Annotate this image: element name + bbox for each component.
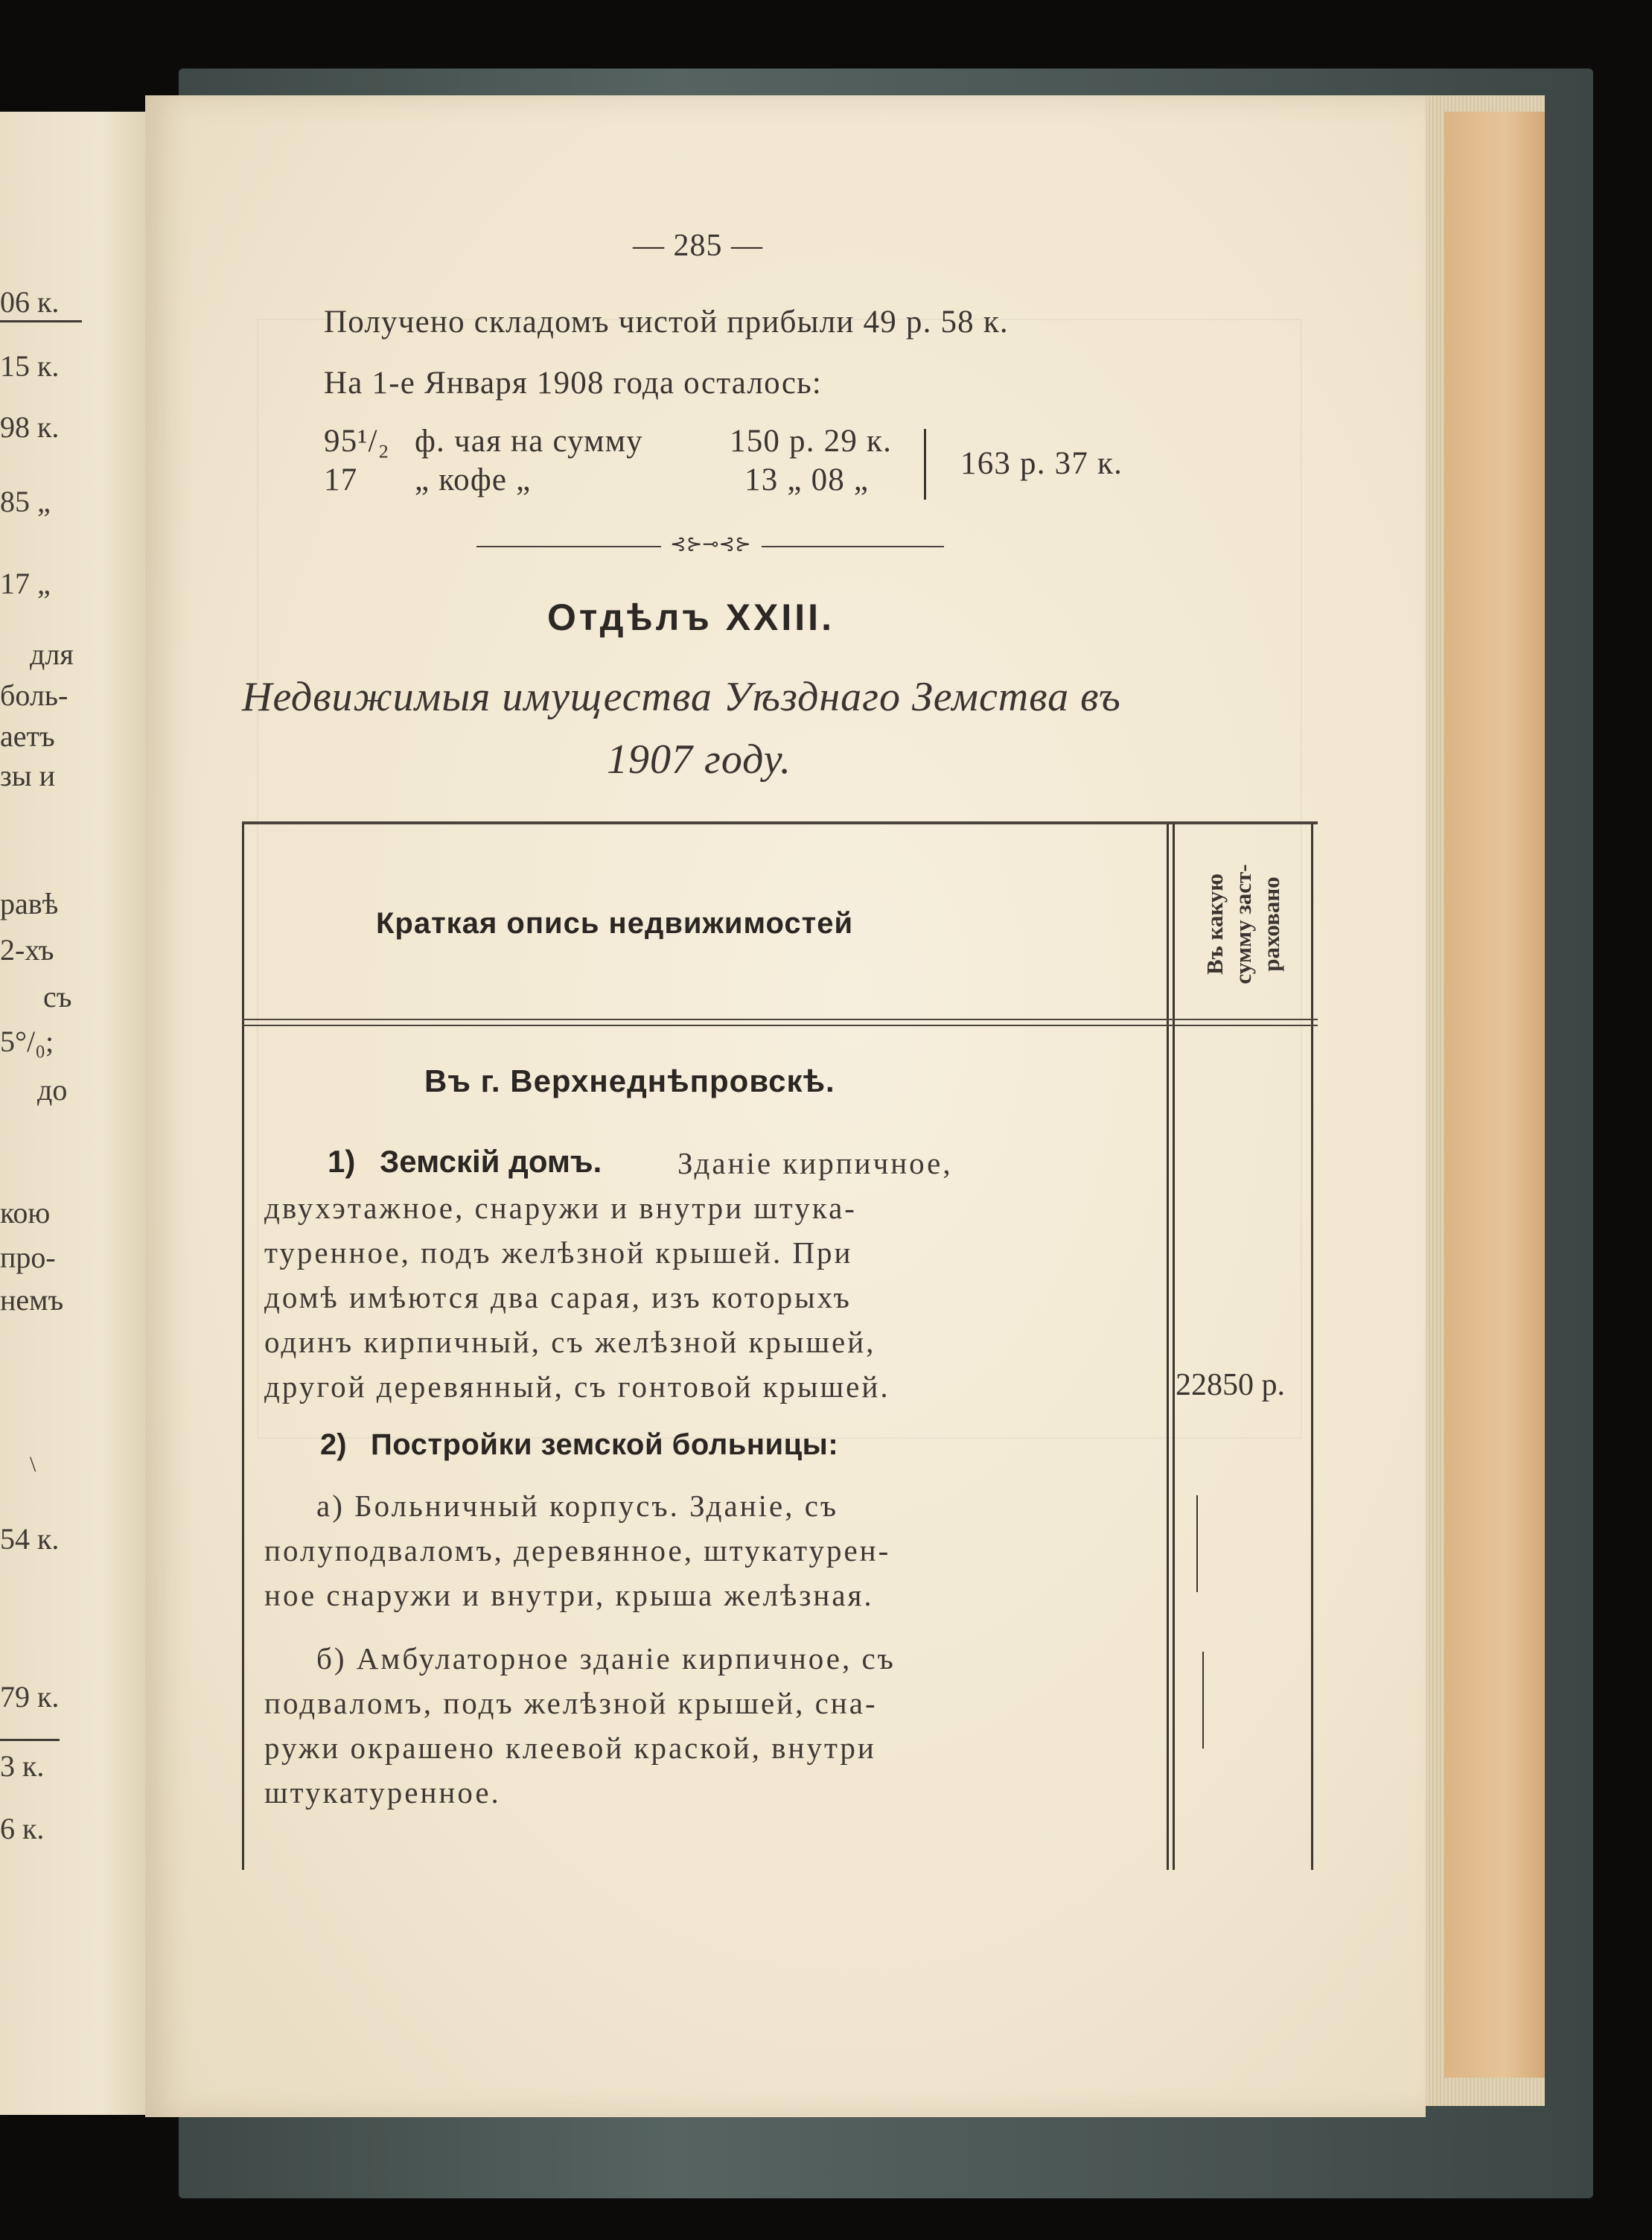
item-title: Земскій домъ. <box>380 1144 602 1179</box>
item-text-line: другой деревянный, съ гонтовой крышей. <box>264 1369 890 1404</box>
ornament-rule-left <box>476 546 661 547</box>
left-rule <box>0 320 82 322</box>
left-fragment: 79 к. <box>0 1680 60 1714</box>
left-fragment: съ <box>43 980 72 1014</box>
left-fragment: зы и <box>0 759 56 792</box>
item-text-line: двухэтажное, снаружи и внутри штука- <box>264 1191 857 1225</box>
item-text-line: туренное, подъ желѣзной крышей. При <box>264 1235 853 1270</box>
section-title: Отдѣлъ XXIII. <box>547 596 835 638</box>
left-fragment: 06 к. <box>0 285 60 319</box>
item-text-line: домѣ имѣются два сарая, изъ которыхъ <box>264 1280 852 1314</box>
left-page <box>0 112 145 2115</box>
section-subtitle-line1: Недвижимыя имущества Уѣзднаго Земства въ <box>242 674 1121 720</box>
stock-qty: 17 <box>324 462 358 497</box>
left-fragment: боль- <box>0 678 68 712</box>
left-fragment: 15 к. <box>0 349 60 383</box>
item-text-line: полуподваломъ, деревянное, штукатурен- <box>264 1533 891 1568</box>
item-title: Постройки земской больницы: <box>371 1428 839 1461</box>
left-fragment: немъ <box>0 1283 64 1317</box>
stock-desc: „ кофе „ <box>415 462 532 497</box>
left-fragment: 3 к. <box>0 1749 45 1783</box>
item-insured-amount: 22850 р. <box>1176 1368 1285 1402</box>
left-fragment: 98 к. <box>0 410 60 444</box>
left-fragment: аетъ <box>0 719 55 753</box>
header-bottom-rule <box>242 1019 1318 1020</box>
profit-line: Получено складомъ чистой прибыли 49 р. 58 к. <box>324 305 1009 340</box>
stock-qty: 95¹/₂ <box>324 424 390 459</box>
table-divider-inner <box>1173 824 1175 1870</box>
section-subtitle-line2: 1907 году. <box>607 736 792 783</box>
main-page <box>145 95 1426 2117</box>
left-fragment: до <box>37 1073 68 1107</box>
left-fragment: 2-хъ <box>0 933 54 967</box>
left-fragment: про- <box>0 1241 56 1274</box>
brace-mark <box>1202 1652 1204 1749</box>
page-edge-block <box>1444 112 1545 2078</box>
item-text-line: ное снаружи и внутри, крыша желѣзная. <box>264 1578 874 1612</box>
item-number: 1) <box>328 1144 356 1179</box>
header-line: Въ какую <box>1202 873 1228 975</box>
item-text-line: а) Больничный корпусъ. Зданіе, съ <box>316 1489 839 1523</box>
left-fragment: 54 к. <box>0 1522 60 1556</box>
town-heading: Въ г. Верхнеднѣпровскѣ. <box>424 1063 835 1098</box>
item-number: 2) <box>320 1428 347 1461</box>
left-fragment: 85 „ <box>0 485 51 518</box>
item-text-line: ружи окрашено клеевой краской, внутри <box>264 1731 876 1765</box>
balance-line: На 1-е Января 1908 года осталось: <box>324 366 823 401</box>
table-divider <box>1167 824 1169 1870</box>
table-header-description: Краткая опись недвижимостей <box>376 907 854 940</box>
item-text-line: б) Амбулаторное зданіе кирпичное, съ <box>316 1641 896 1676</box>
table-header-insured-sum <box>1176 833 1310 1015</box>
left-fragment: 17 „ <box>0 567 51 600</box>
ornament-rule-right <box>762 546 944 547</box>
item-text-line: штукатуренное. <box>264 1775 501 1810</box>
brace-mark <box>1196 1495 1198 1592</box>
stock-amount: 13 „ 08 „ <box>744 462 870 497</box>
left-fragment: равѣ <box>0 887 59 920</box>
stock-total: 163 р. 37 к. <box>960 446 1123 481</box>
ornament-icon: ⊰⊱⊸⊰⊱ <box>670 533 751 555</box>
table-right-border <box>1311 824 1313 1870</box>
item-text-line: подваломъ, подъ желѣзной крышей, сна- <box>264 1686 878 1720</box>
item-text-line: одинъ кирпичный, съ желѣзной крышей, <box>264 1325 876 1359</box>
table-left-border <box>242 824 244 1870</box>
left-fragment: \ <box>30 1452 36 1477</box>
left-fragment: для <box>30 637 74 671</box>
left-fragment: 6 к. <box>0 1812 45 1845</box>
header-line: сумму заст- <box>1230 863 1256 984</box>
stock-desc: ф. чая на сумму <box>415 424 643 459</box>
stock-brace <box>919 429 926 500</box>
left-fragment: кою <box>0 1196 51 1229</box>
left-rule <box>0 1739 60 1741</box>
stock-amount: 150 р. 29 к. <box>730 424 893 459</box>
header-bottom-rule-2 <box>242 1025 1318 1026</box>
page-number: — 285 — <box>633 229 763 263</box>
header-line: раховано <box>1258 876 1284 972</box>
left-fragment: 5°/₀; <box>0 1025 54 1058</box>
item-text-line: Зданіе кирпичное, <box>677 1146 953 1180</box>
table-top-rule <box>242 821 1318 824</box>
